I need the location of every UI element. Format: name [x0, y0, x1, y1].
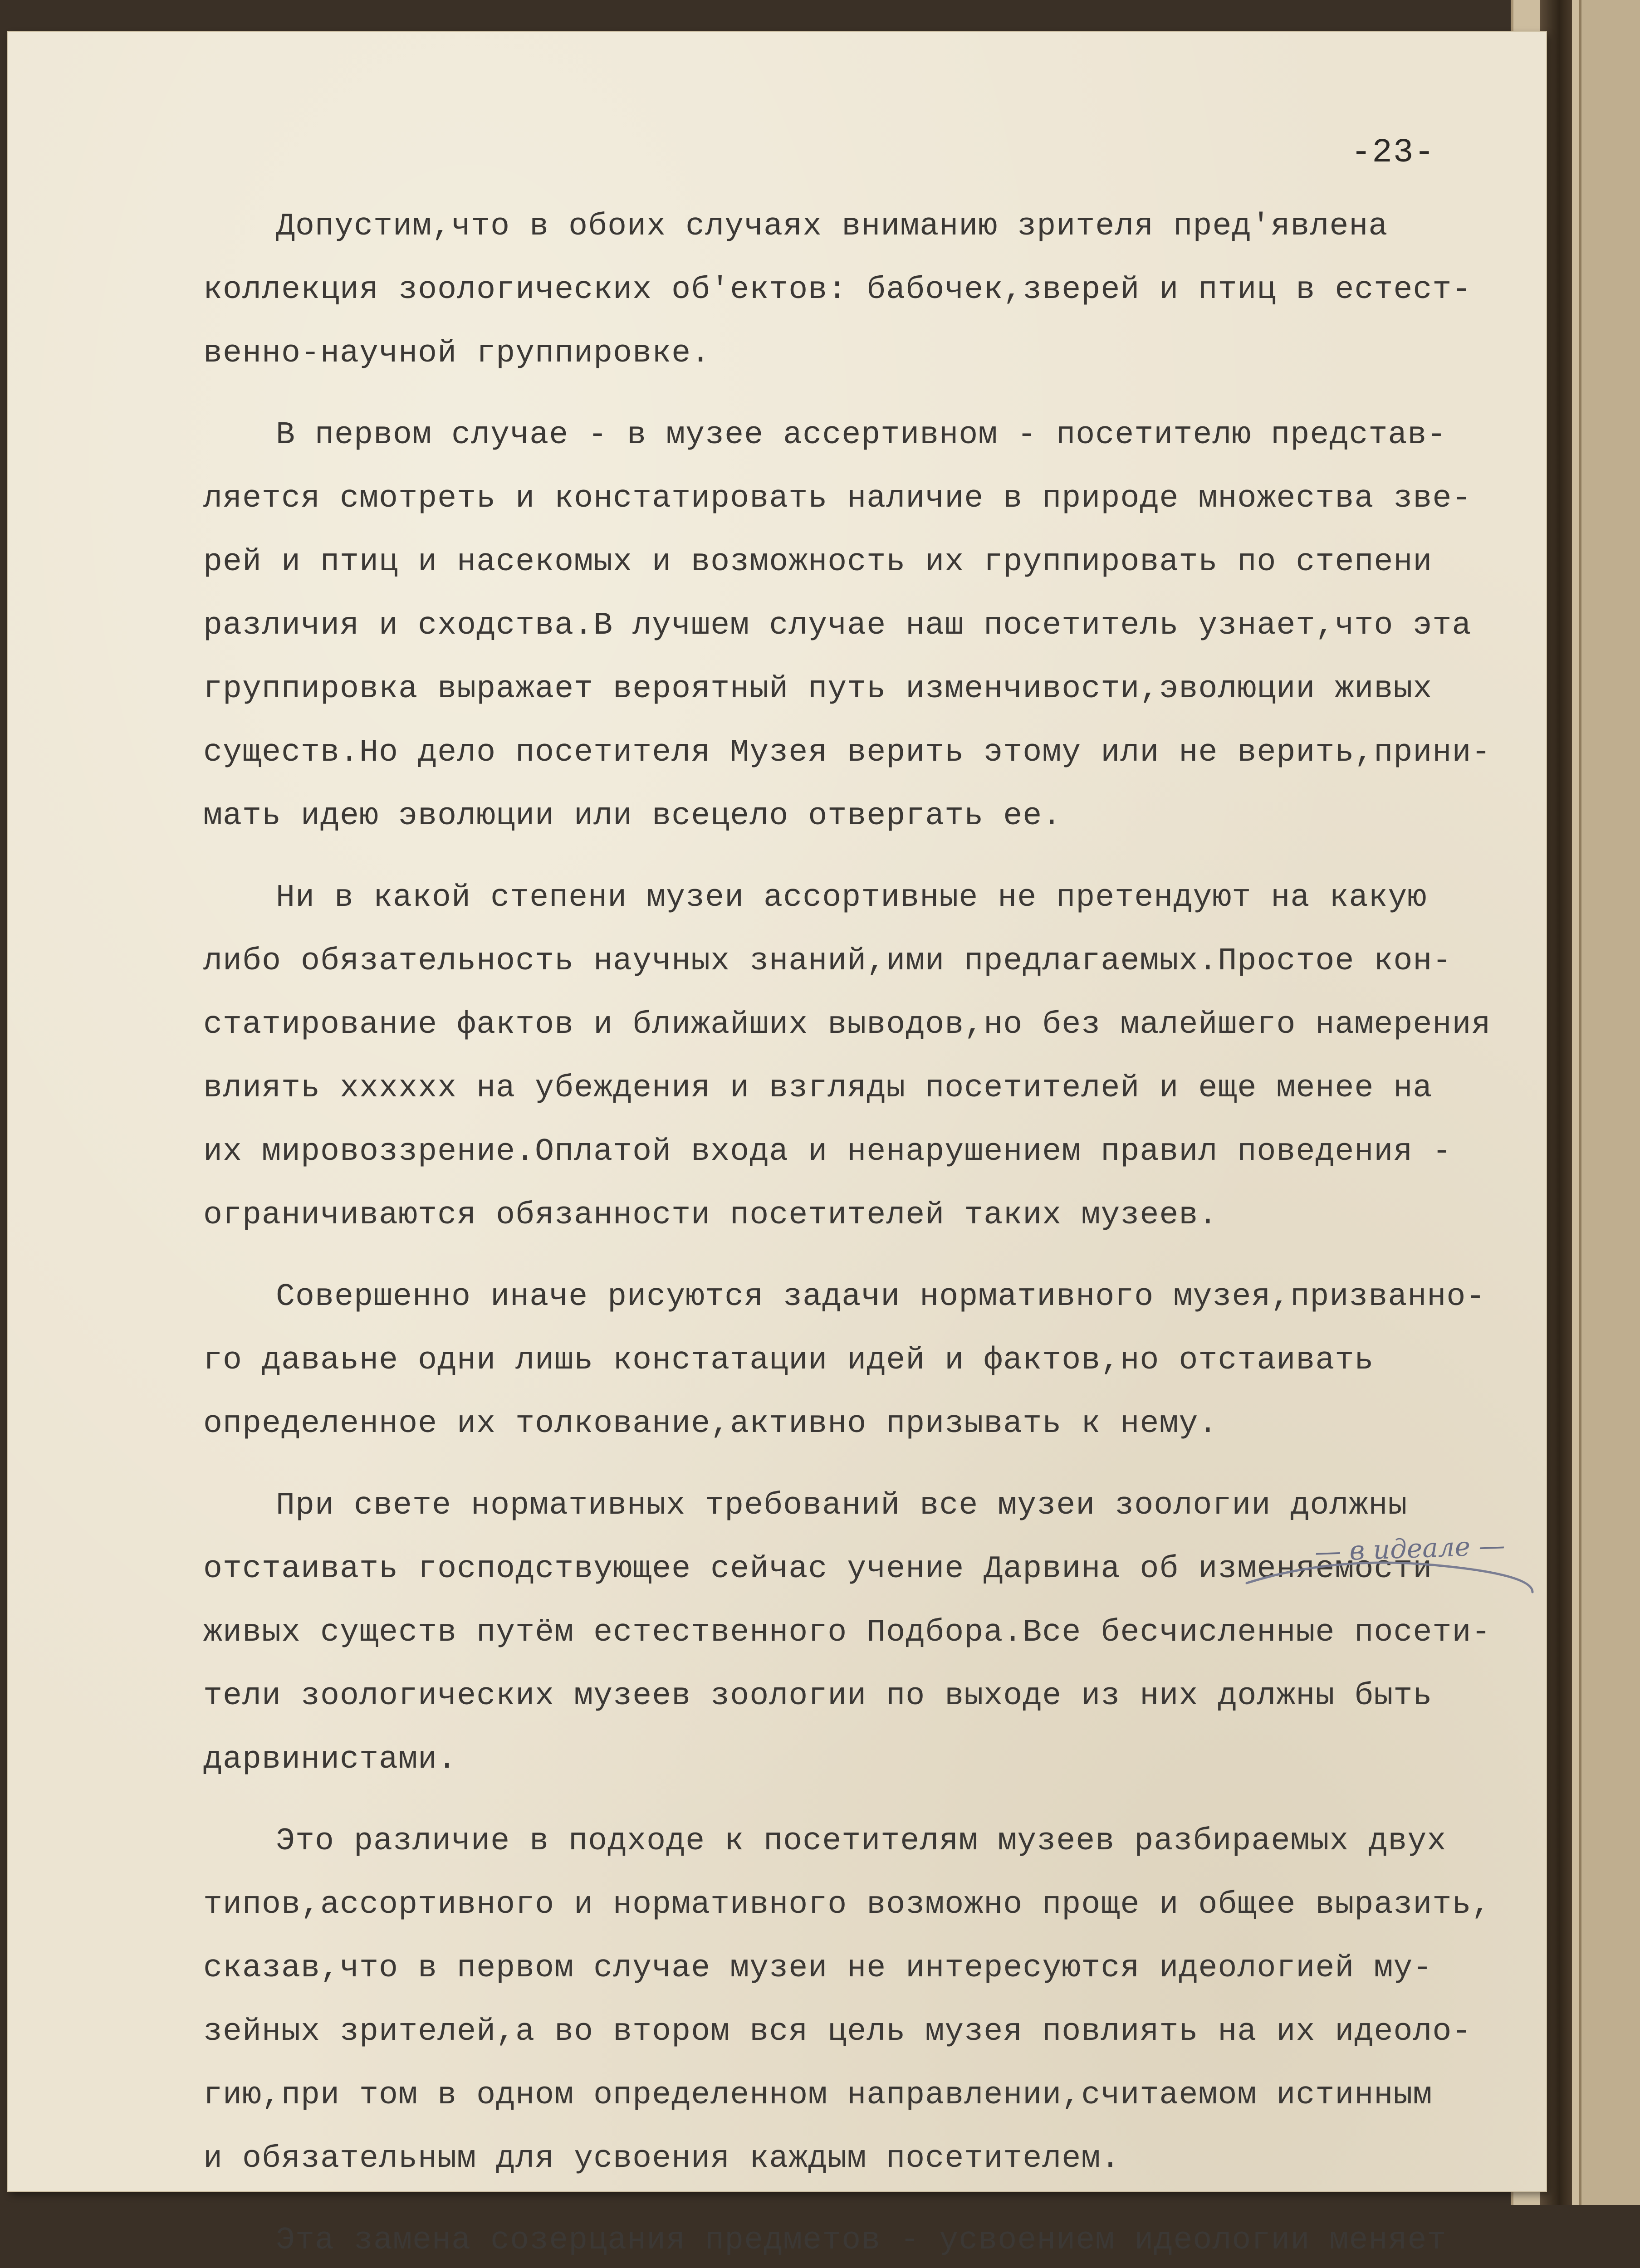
- text-line: их мировоззрение.Оплатой входа и ненарушением правил поведения -: [203, 1134, 1452, 1170]
- page-number: -23-: [1351, 134, 1435, 172]
- handwritten-bracket-icon: [1242, 1551, 1537, 1606]
- text-line: Совершенно иначе рисуются задачи нормативного музея,призванно-: [276, 1279, 1486, 1315]
- text-line: статирование фактов и ближайших выводов,но без малейшего намерения: [203, 1007, 1491, 1043]
- text-line: ляется смотреть и констатировать наличие в природе множества зве-: [203, 481, 1472, 517]
- text-line: сказав,что в первом случае музеи не интересуются идеологией му-: [203, 1950, 1433, 1986]
- paragraph-3: [203, 866, 1555, 1247]
- text-line: го даваьне одни лишь констатации идей и фактов,но отстаивать: [203, 1343, 1374, 1378]
- document-sheet: [8, 32, 1546, 2258]
- text-line: мать идею эволюции или всецело отвергать ее.: [203, 798, 1062, 834]
- text-line: различия и сходства.В лучшем случае наш посетитель узнает,что эта: [203, 608, 1472, 644]
- text-line: тели зоологических музеев зоологии по выходе из них должны быть: [203, 1678, 1433, 1714]
- paragraph-7: [203, 2209, 1555, 2268]
- paragraph-1: [203, 195, 1555, 386]
- text-line: Ни в какой степени музеи ассортивные не претендуют на какую: [276, 880, 1427, 916]
- text-line: определенное их толкование,активно призывать к нему.: [203, 1406, 1218, 1442]
- text-line: При свете нормативных требований все музеи зоологии должны: [276, 1488, 1408, 1524]
- text-line: зейных зрителей,а во втором вся цель музея повлиять на их идеоло-: [203, 2014, 1472, 2050]
- text-line: рей и птиц и насекомых и возможность их группировать по степени: [203, 544, 1433, 580]
- paragraph-4: [203, 1266, 1555, 1456]
- handwritten-note: — в идеале —: [1314, 1530, 1506, 1568]
- text-line: Эта замена созерцания предметов - усвоением идеологии меняет: [276, 2223, 1447, 2258]
- typed-text: [203, 195, 1555, 2268]
- text-line: существ.Но дело посетителя Музея верить этому или не верить,прини-: [203, 735, 1491, 771]
- text-line: венно-научной группировке.: [203, 336, 711, 371]
- text-line: коллекция зоологических об'ектов: бабочек,зверей и птиц в естест-: [203, 272, 1472, 308]
- page-stack-edge-back: [1579, 0, 1640, 2205]
- text-line: типов,ассортивного и нормативного возможно проще и общее выразить,: [203, 1887, 1491, 1923]
- text-line: группировка выражает вероятный путь изменчивости,эволюции живых: [203, 671, 1433, 707]
- text-line: дарвинистами.: [203, 1742, 457, 1778]
- text-line: гию,при том в одном определенном направлении,считаемом истинным: [203, 2077, 1433, 2113]
- text-line: Допустим,что в обоих случаях вниманию зрителя пред'явлена: [276, 209, 1388, 244]
- text-line: либо обязательность научных знаний,ими предлагаемых.Простое кон-: [203, 943, 1452, 979]
- text-line: и обязательным для усвоения каждым посетителем.: [203, 2141, 1121, 2177]
- text-line: отстаивать господствующее сейчас учение Дарвина об изменяемости: [203, 1551, 1433, 1587]
- text-line: живых существ путём естественного Подбора.Все бесчисленные посети-: [203, 1615, 1491, 1651]
- text-line: ограничиваются обязанности посетителей таких музеев.: [203, 1198, 1218, 1233]
- text-line: В первом случае - в музее ассертивном - посетителю представ-: [276, 417, 1447, 453]
- paragraph-5: [203, 1474, 1555, 1792]
- paragraph-2: [203, 404, 1555, 848]
- text-line: Это различие в подходе к посетителям музеев разбираемых двух: [276, 1823, 1447, 1859]
- paragraph-6: [203, 1810, 1555, 2191]
- text-line: влиять хххххх на убеждения и взгляды посетителей и еще менее на: [203, 1070, 1433, 1106]
